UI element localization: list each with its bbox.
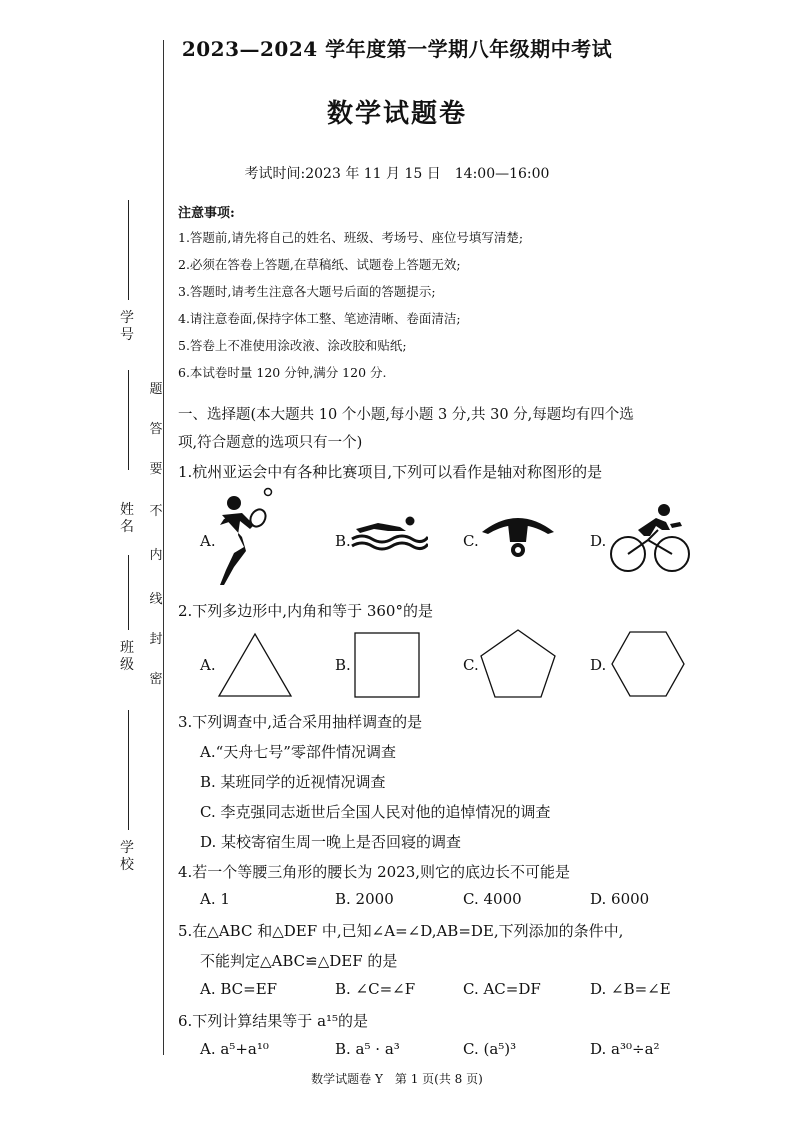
note-item: 1.答题前,请先将自己的姓名、班级、考场号、座位号填写清楚; [178, 230, 524, 245]
triangle-shape [215, 630, 295, 700]
q6-stem: 6.下列计算结果等于 a¹⁵的是 [178, 1012, 369, 1030]
q1-option-d: D. [590, 532, 607, 550]
swimmer-icon [348, 515, 428, 555]
note-item: 6.本试卷时量 120 分钟,满分 120 分. [178, 365, 387, 380]
gymnast-icon [478, 510, 558, 565]
note-item: 2.必须在答卷上答题,在草稿纸、试题卷上答题无效; [178, 257, 461, 272]
xingming-blank [128, 370, 129, 470]
q6-option-d: D. a³⁰÷a² [590, 1040, 660, 1058]
note-item: 4.请注意卷面,保持字体工整、笔迹清晰、卷面清洁; [178, 311, 461, 326]
q1-option-c: C. [463, 532, 479, 550]
exam-time: 考试时间:2023 年 11 月 15 日 14:00—16:00 [244, 166, 550, 182]
q5-option-d: D. ∠B=∠E [590, 980, 671, 998]
seal-char: 不 [149, 504, 163, 519]
pentagon-shape [478, 627, 558, 700]
paper-title: 数学试题卷 [326, 99, 467, 129]
q5-stem: 5.在△ABC 和△DEF 中,已知∠A=∠D,AB=DE,下列添加的条件中, [178, 922, 624, 940]
xuehao-label: 学号 [120, 310, 134, 343]
page-footer: 数学试题卷 Y 第 1 页(共 8 页) [311, 1072, 483, 1086]
q2-option-a: A. [200, 656, 216, 674]
seal-char: 密 [149, 672, 163, 687]
q5-option-a: A. BC=EF [200, 980, 278, 998]
q2-option-d: D. [590, 656, 607, 674]
xingming-label: 姓名 [120, 502, 134, 535]
q3-option-d: D. 某校寄宿生周一晚上是否回寝的调查 [200, 833, 462, 851]
section1-heading-cont: 项,符合题意的选项只有一个) [178, 435, 363, 451]
q1-option-a: A. [200, 532, 216, 550]
seal-char: 题 [149, 382, 163, 397]
seal-char: 线 [149, 592, 163, 607]
q3-option-b: B. 某班同学的近视情况调查 [200, 773, 386, 791]
q5-option-b: B. ∠C=∠F [335, 980, 416, 998]
banji-label: 班级 [120, 640, 134, 673]
seal-char: 封 [149, 632, 163, 647]
q5-option-c: C. AC=DF [463, 980, 541, 998]
note-item: 3.答题时,请考生注意各大题号后面的答题提示; [178, 284, 436, 299]
q5-stem-cont: 不能判定△ABC≌△DEF 的是 [200, 952, 398, 970]
seal-char: 答 [149, 422, 163, 437]
square-shape [352, 630, 422, 700]
hexagon-shape [610, 630, 686, 698]
q6-option-b: B. a⁵ · a³ [335, 1040, 400, 1058]
exam-title: 2023—2024 学年度第一学期八年级期中考试 [181, 37, 613, 61]
q1-option-b: B. [335, 532, 351, 550]
cyclist-icon [608, 500, 693, 575]
xuexiao-label: 学校 [120, 840, 134, 873]
q2-option-b: B. [335, 656, 351, 674]
q4-option-a: A. 1 [200, 890, 230, 908]
q3-option-c: C. 李克强同志逝世后全国人民对他的追悼情况的调查 [200, 803, 551, 821]
q6-option-a: A. a⁵+a¹⁰ [200, 1040, 269, 1058]
tennis-player-icon [212, 485, 282, 590]
q4-option-d: D. 6000 [590, 890, 650, 908]
q2-option-c: C. [463, 656, 479, 674]
section1-heading: 一、选择题(本大题共 10 个小题,每小题 3 分,共 30 分,每题均有四个选 [178, 407, 634, 423]
seal-char: 要 [149, 462, 163, 477]
note-item: 5.答卷上不准使用涂改液、涂改胶和贴纸; [178, 338, 407, 353]
q2-stem: 2.下列多边形中,内角和等于 360°的是 [178, 602, 433, 620]
seal-char: 内 [149, 548, 163, 563]
q3-stem: 3.下列调查中,适合采用抽样调查的是 [178, 713, 423, 731]
banji-blank [128, 555, 129, 630]
xuehao-blank [128, 200, 129, 300]
q4-option-b: B. 2000 [335, 890, 394, 908]
xuexiao-blank [128, 710, 129, 830]
notes-heading: 注意事项: [178, 206, 235, 221]
q4-option-c: C. 4000 [463, 890, 522, 908]
q1-stem: 1.杭州亚运会中有各种比赛项目,下列可以看作是轴对称图形的是 [178, 463, 603, 481]
q6-option-c: C. (a⁵)³ [463, 1040, 517, 1058]
q4-stem: 4.若一个等腰三角形的腰长为 2023,则它的底边长不可能是 [178, 863, 571, 881]
q3-option-a: A.“天舟七号”零部件情况调查 [200, 743, 396, 761]
